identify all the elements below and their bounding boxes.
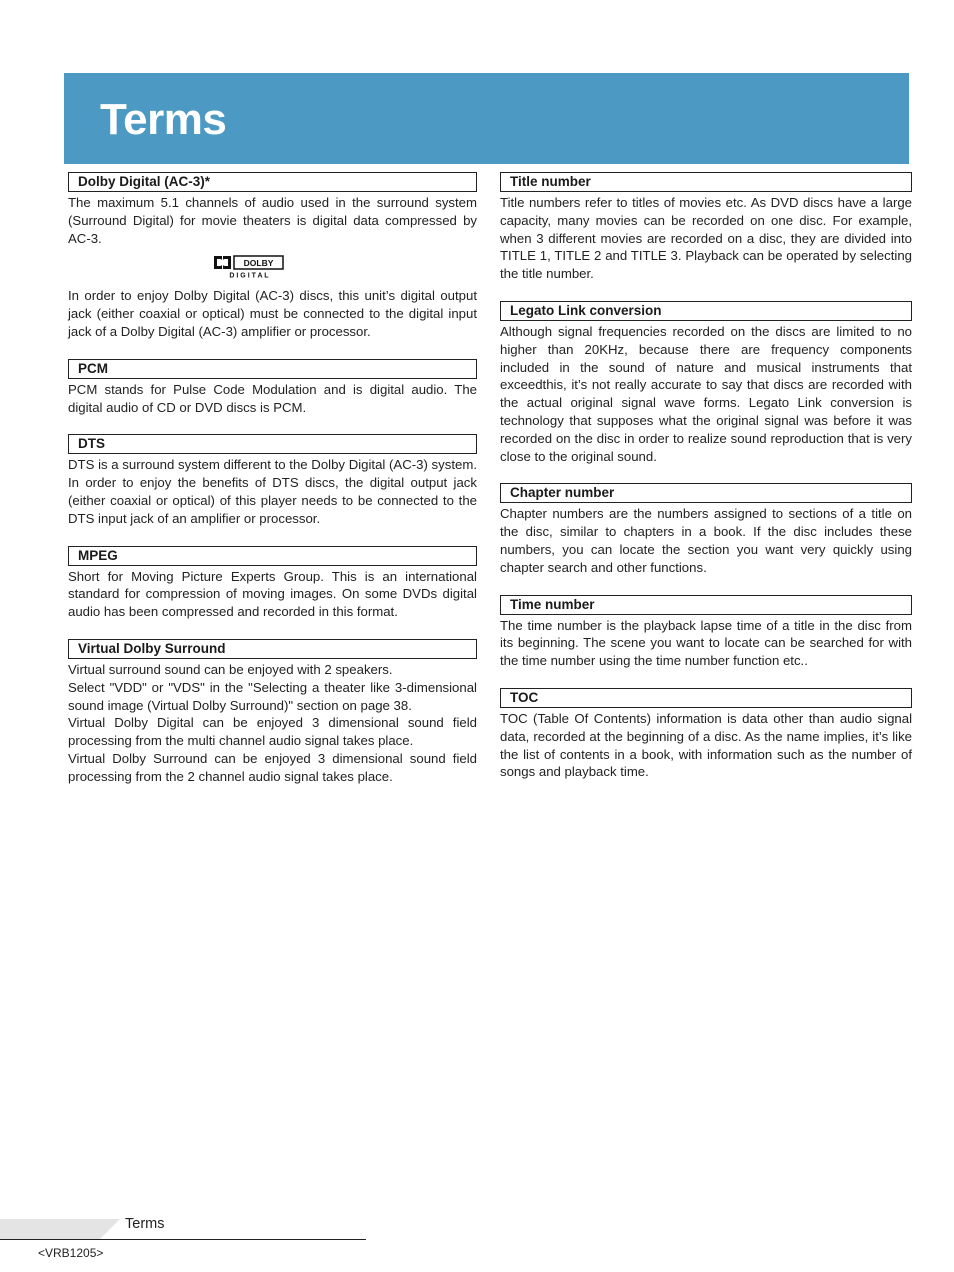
- term-pcm: [68, 359, 477, 417]
- term-paragraph: Short for Moving Picture Experts Group. This is an international standard for compression of moving images. On some DVDs digital audio has been compressed and recorded in this format.: [68, 568, 477, 620]
- term-paragraph: The maximum 5.1 channels of audio used in the surround system (Surround Digital) for movie theaters is digital data compressed by AC-3.: [68, 195, 477, 246]
- term-paragraph: Although signal frequencies recorded on the discs are limited to no higher than 20KHz, because there are frequency components included in the sound of nature and musical instruments that exceedthis, it’s not really accurate to say that discs are recorded with the actual original signal wave forms. Legato Link conversion is technology that supposes what the original signal was before it was recorded on the disc in order to realize sound reproduction that is very close to the original sound.: [500, 323, 912, 464]
- term-paragraph: Select "VDD" or "VDS" in the "Selecting a theater like 3-dimensional sound image (Virtual Dolby Surround)" section on page 38.: [68, 679, 477, 713]
- footer-doc-code: <VRB1205>: [38, 1246, 104, 1260]
- term-toc: [500, 688, 912, 781]
- page-title: Terms: [100, 95, 227, 144]
- term-body: [500, 710, 912, 781]
- footer-tab: [0, 1219, 120, 1239]
- footer-divider: [0, 1239, 366, 1240]
- term-paragraph: Virtual Dolby Surround can be enjoyed 3 dimensional sound field processing from the 2 channel audio signal takes place.: [68, 750, 477, 784]
- header-banner: [64, 73, 909, 164]
- term-legato-link: [500, 301, 912, 465]
- term-heading: PCM: [68, 359, 477, 379]
- term-heading: Legato Link conversion: [500, 301, 912, 321]
- term-virtual-dolby-surround: [68, 639, 477, 786]
- term-body: [68, 456, 477, 527]
- term-heading: Time number: [500, 595, 912, 615]
- term-paragraph: The time number is the playback lapse time of a title in the disc from its beginning. The scene you want to locate can be searched for with the time number using the time number function etc..: [500, 617, 912, 669]
- term-paragraph: Virtual Dolby Digital can be enjoyed 3 dimensional sound field processing from the multi channel audio signal takes place.: [68, 715, 477, 749]
- term-body: [68, 194, 477, 341]
- term-paragraph: Chapter numbers are the numbers assigned to sections of a title on the disc, similar to chapters in a book. If the disc includes these numbers, you can locate the section you want very quickly using chapter search and other functions.: [500, 506, 912, 575]
- dolby-logo-word: DOLBY: [243, 258, 274, 269]
- term-body: [500, 617, 912, 670]
- term-paragraph: Virtual surround sound can be enjoyed with 2 speakers.: [68, 661, 393, 677]
- term-heading: Chapter number: [500, 483, 912, 503]
- term-heading: Virtual Dolby Surround: [68, 639, 477, 659]
- term-body: [68, 381, 477, 417]
- right-column: [500, 172, 912, 799]
- term-dolby-digital: [68, 172, 477, 341]
- term-paragraph: DTS is a surround system different to the Dolby Digital (AC-3) system. In order to enjoy the benefits of DTS discs, the digital output jack (either coaxial or optical) of this player needs to be connected to the DTS input jack of an amplifier or processor.: [68, 457, 477, 526]
- dolby-digital-logo: [213, 255, 285, 279]
- term-paragraph: TOC (Table Of Contents) information is data other than audio signal data, recorded at the beginning of a disc. As the name implies, it’s like the list of contents in a book, with information such as the number of songs and playback time.: [500, 710, 912, 780]
- term-dts: [68, 434, 477, 527]
- term-heading: MPEG: [68, 546, 477, 566]
- term-time-number: [500, 595, 912, 670]
- term-body: [500, 505, 912, 576]
- term-body: [68, 661, 477, 786]
- term-heading: TOC: [500, 688, 912, 708]
- term-paragraph: PCM stands for Pulse Code Modulation and is digital audio. The digital audio of CD or DVD discs is PCM.: [68, 381, 477, 415]
- term-chapter-number: [500, 483, 912, 576]
- term-mpeg: [68, 546, 477, 621]
- term-heading: Dolby Digital (AC-3)*: [68, 172, 477, 192]
- dolby-logo-subtext: D I G I T A L: [229, 272, 269, 280]
- term-paragraph: Title numbers refer to titles of movies etc. As DVD discs have a large capacity, many movies can be recorded on one disc. For example, when 3 different movies are recorded on a disc, they are divided into TITLE 1, TITLE 2 and TITLE 3. Playback can be operated by selecting the title number.: [500, 195, 912, 282]
- term-body: [500, 194, 912, 283]
- term-heading: DTS: [68, 434, 477, 454]
- term-paragraph: In order to enjoy Dolby Digital (AC-3) discs, this unit’s digital output jack (either coaxial or optical) must be connected to the digital input jack of a Dolby Digital (AC-3) amplifier or processor.: [68, 288, 477, 339]
- footer-label: Terms: [125, 1216, 165, 1232]
- term-body: [500, 323, 912, 465]
- term-title-number: [500, 172, 912, 283]
- term-heading: Title number: [500, 172, 912, 192]
- term-body: [68, 568, 477, 621]
- left-column: [68, 172, 477, 804]
